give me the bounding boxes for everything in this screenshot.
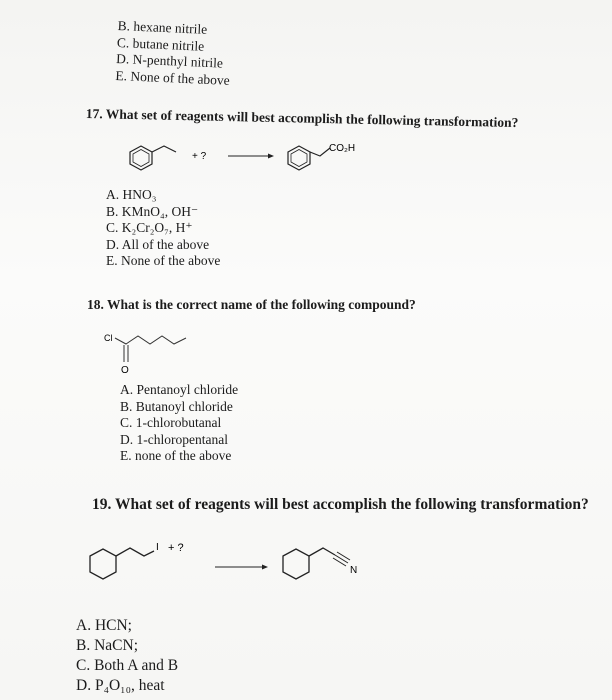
q17-reaction-arrow — [228, 154, 274, 159]
q17-product-structure — [288, 146, 330, 170]
q17-option-c: C. K₂Cr₂O₇, H⁺ — [106, 220, 193, 235]
q16-options — [115, 18, 232, 89]
q19-option-d: D. P₄O₁₀, heat — [76, 677, 165, 694]
q18-compound-structure — [0, 320, 612, 380]
q18-chlorine-label: Cl — [104, 333, 113, 343]
q18-option-c: C. 1-chlorobutanal — [120, 415, 222, 430]
q17-question: 17. What set of reagents will best accomplish the following transformation? — [85, 106, 519, 131]
q19-iodine-label: I — [156, 542, 159, 553]
q17-reactant-structure — [130, 146, 176, 170]
q17-option-e: E. None of the above — [106, 253, 221, 268]
q19-option-b: B. NaCN; — [76, 637, 138, 654]
q17-product-label: CO₂H — [329, 143, 356, 154]
q19-reaction-arrow — [215, 565, 268, 570]
q19-nitrogen-label: N — [350, 565, 358, 576]
q19-reagent-mark: + ? — [168, 542, 184, 554]
q17-reaction-scheme — [0, 130, 612, 190]
q17-options — [106, 187, 220, 270]
q17-option-b: B. KMnO₄, OH⁻ — [106, 203, 199, 219]
q19-product-structure — [283, 548, 350, 579]
q16-option-b: B. hexane nitrile — [117, 18, 208, 37]
q16-option-e: E. None of the above — [115, 67, 231, 88]
q16-option-c: C. butane nitrile — [116, 34, 205, 54]
q19-option-c: C. Both A and B — [76, 657, 179, 674]
q19-option-a: A. HCN; — [76, 617, 132, 634]
q19-question: 19. What set of reagents will best accomplish the following transformation? — [92, 496, 589, 513]
q19-reactant-structure — [90, 548, 154, 579]
q19-options — [76, 616, 178, 696]
q16-option-d: D. N-penthyl nitrile — [115, 50, 224, 71]
q18-option-a: A. Pentanoyl chloride — [120, 382, 239, 397]
q18-question: 18. What is the correct name of the following compound? — [87, 297, 416, 312]
q18-oxygen-label: O — [121, 365, 129, 376]
q18-option-d: D. 1-chloropentanal — [120, 431, 228, 447]
q18-option-b: B. Butanoyl chloride — [120, 398, 233, 414]
q18-option-e: E. none of the above — [120, 448, 232, 463]
q17-option-d: D. All of the above — [106, 236, 210, 252]
q19-reaction-scheme — [0, 520, 612, 600]
q17-reagent-mark: + ? — [192, 151, 207, 162]
q17-option-a: A. HNO₃ — [106, 187, 157, 202]
q18-options — [120, 382, 238, 465]
